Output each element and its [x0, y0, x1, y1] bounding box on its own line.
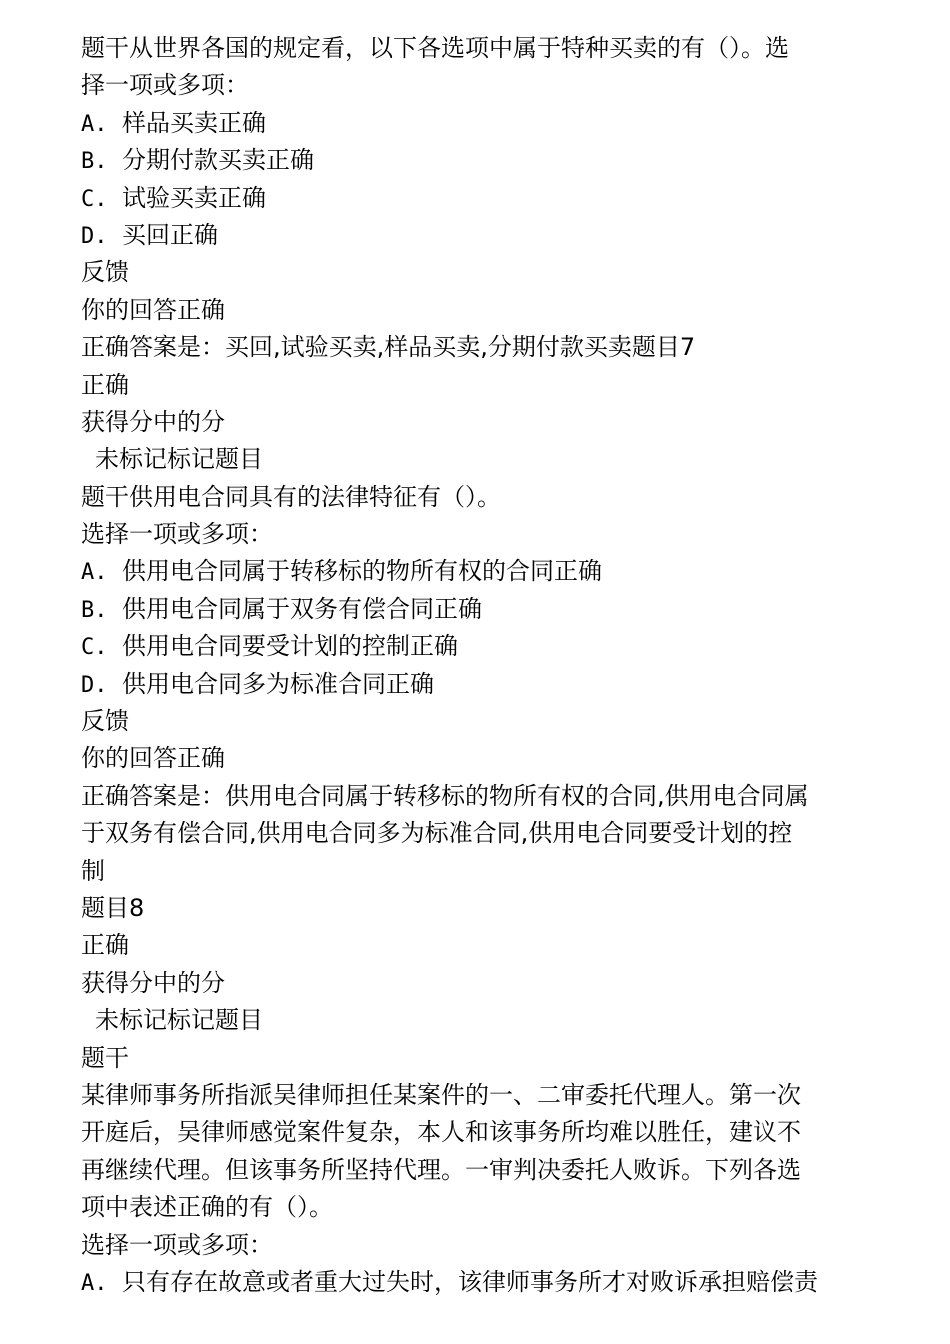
- text-line: 项中表述正确的有（）。: [81, 1193, 333, 1222]
- answer-option: [81, 1264, 880, 1301]
- text-line: 你的回答正确: [81, 744, 225, 773]
- text-line: 题目8: [81, 893, 145, 922]
- text-line: 正确答案是：买回,试验买卖,样品买卖,分期付款买卖题目7: [81, 333, 696, 362]
- text-line: 再继续代理。但该事务所坚持代理。一审判决委托人败诉。下列各选: [81, 1155, 801, 1184]
- answer-option: [81, 217, 880, 254]
- text-line: 正确: [81, 931, 129, 960]
- text-line: 开庭后，吴律师感觉案件复杂，本人和该事务所均难以胜任，建议不: [81, 1118, 801, 1147]
- option-letter: D.: [81, 672, 108, 698]
- option-letter: B.: [81, 597, 108, 623]
- option-letter: A.: [81, 111, 108, 137]
- text-line: 选择一项或多项：: [81, 1230, 273, 1259]
- text-line: 某律师事务所指派吴律师担任某案件的一、二审委托代理人。第一次: [81, 1080, 801, 1109]
- option-letter: C.: [81, 635, 108, 661]
- option-letter: C.: [81, 186, 108, 212]
- text-line: 选择一项或多项：: [81, 520, 273, 549]
- text-line: 于双务有偿合同,供用电合同多为标准合同,供用电合同要受计划的控: [81, 819, 793, 848]
- answer-option: [81, 180, 880, 217]
- option-letter: A.: [81, 1270, 108, 1296]
- answer-option: [81, 628, 880, 665]
- option-letter: D.: [81, 223, 108, 249]
- option-text: 试验买卖正确: [122, 183, 266, 212]
- option-text: 买回正确: [122, 220, 218, 249]
- flag-question-line: 未标记标记题目: [95, 445, 263, 474]
- text-line: 正确答案是：供用电合同属于转移标的物所有权的合同,供用电合同属: [81, 781, 809, 810]
- option-text: 分期付款买卖正确: [122, 146, 314, 175]
- text-line: 你的回答正确: [81, 295, 225, 324]
- option-text: 供用电合同要受计划的控制正确: [122, 632, 458, 661]
- option-letter: A.: [81, 560, 108, 586]
- text-line: 题干供用电合同具有的法律特征有（）。: [81, 482, 501, 511]
- answer-option: [81, 666, 880, 703]
- answer-option: [81, 142, 880, 179]
- text-line: 题干: [81, 1043, 129, 1072]
- text-line: 择一项或多项：: [81, 71, 249, 100]
- option-text: 供用电合同属于转移标的物所有权的合同正确: [122, 557, 602, 586]
- flag-question-line: 未标记标记题目: [95, 1006, 263, 1035]
- option-text: 供用电合同属于双务有偿合同正确: [122, 594, 482, 623]
- text-line: 反馈: [81, 707, 129, 736]
- option-text: 供用电合同多为标准合同正确: [122, 669, 434, 698]
- text-line: 反馈: [81, 258, 129, 287]
- answer-option: [81, 553, 880, 590]
- option-text: 只有存在故意或者重大过失时，该律师事务所才对败诉承担赔偿责: [122, 1267, 818, 1296]
- answer-option: [81, 105, 880, 142]
- text-line: 题干从世界各国的规定看，以下各选项中属于特种买卖的有（）。选: [81, 34, 789, 62]
- answer-option: [81, 591, 880, 628]
- text-line: 正确: [81, 370, 129, 399]
- option-letter: B.: [81, 149, 108, 175]
- text-line: 获得分中的分: [81, 968, 225, 997]
- text-line: 制: [81, 856, 105, 885]
- text-line: 获得分中的分: [81, 407, 225, 436]
- option-text: 样品买卖正确: [122, 108, 266, 137]
